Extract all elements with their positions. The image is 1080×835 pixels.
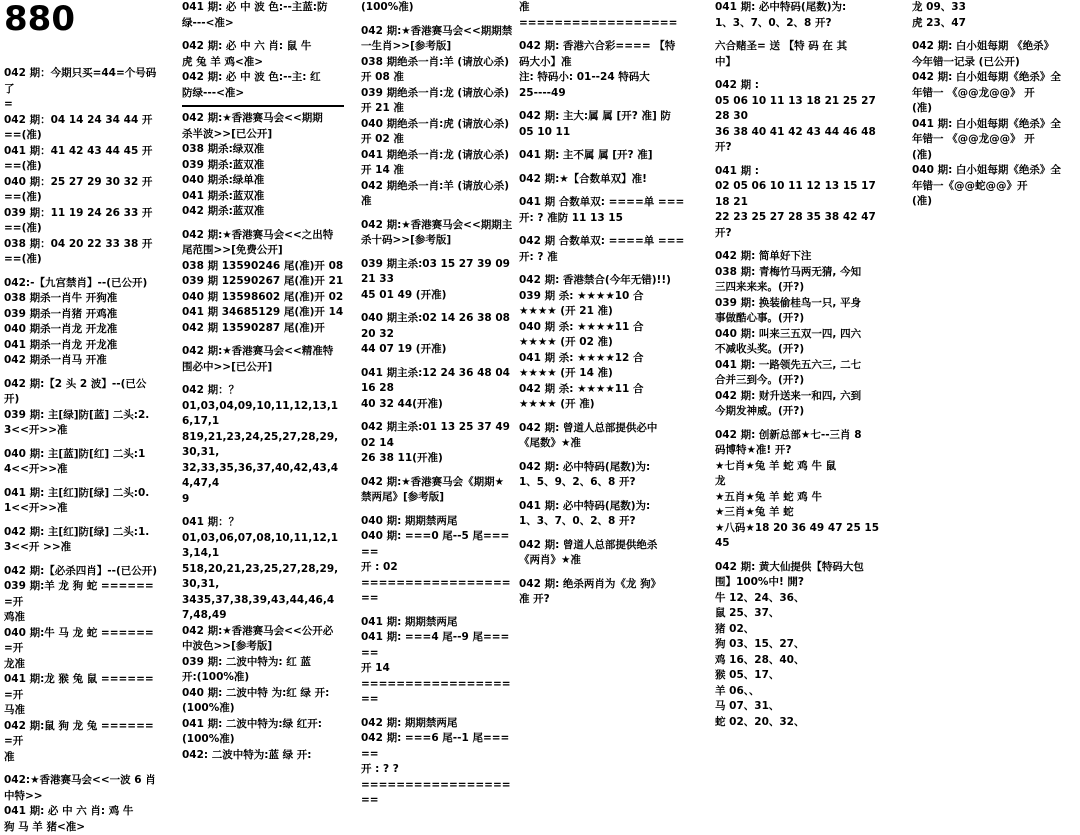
text-line: 杀半波>>[已公开]: [182, 127, 344, 143]
spacer: [519, 164, 689, 172]
text-line: 杀十码>>[参考版]: [361, 233, 516, 249]
text-line: 042 期 合数单双: ====单 ===: [519, 234, 689, 250]
spacer: [715, 156, 885, 164]
text-line: 042 期:★香港赛马会<<期期主: [361, 218, 516, 234]
text-line: 042 期:★【合数单双】准!: [519, 172, 689, 188]
text-line: 041 期主杀:12 24 36 48 04 16 28: [361, 366, 516, 397]
text-line: 040 期：25 27 29 30 32 开==(准): [4, 175, 160, 206]
text-line: 准: [4, 750, 160, 766]
spacer: [519, 491, 689, 499]
text-line: 45 01 49 (开准): [361, 288, 516, 304]
text-line: 01,03,04,09,10,11,12,13,16,17,1: [182, 399, 344, 430]
spacer: [182, 507, 344, 515]
text-line: 不减收头奖。(开?): [715, 342, 885, 358]
text-line: 猴 05、17、: [715, 668, 885, 684]
text-line: 042 期:鼠 狗 龙 兔 =======开: [4, 719, 160, 750]
text-line: 039 期杀:蓝双准: [182, 158, 344, 174]
text-line: 9: [182, 492, 344, 508]
spacer: [519, 265, 689, 273]
column-2-top-lines: [182, 0, 344, 101]
text-line: 六合赌圣= 送 【特 码 在 其: [715, 39, 885, 55]
text-line: 040 期 杀: ★★★★11 合: [519, 320, 689, 336]
text-line: 042 期 杀: ★★★★11 合: [519, 382, 689, 398]
text-line: 042 期：今期只买=44=个号码了: [4, 66, 160, 97]
text-line: 准: [519, 0, 689, 16]
text-line: 039 期: 主[绿]防[蓝] 二头:2.: [4, 408, 160, 424]
logo-880: 880: [4, 0, 160, 38]
spacer: [361, 412, 516, 420]
text-line: 狗 马 羊 猪<准>: [4, 820, 160, 835]
spacer: [715, 241, 885, 249]
text-line: 开 02 准: [361, 132, 516, 148]
divider: [182, 105, 344, 107]
text-line: 26 38 11(开准): [361, 451, 516, 467]
text-line: 038 期杀:绿双准: [182, 142, 344, 158]
text-line: 038 期 13590246 尾(准)开 08: [182, 259, 344, 275]
text-line: 042 期: 必中特码(尾数)为:: [519, 460, 689, 476]
text-line: 039 期主杀:03 15 27 39 09 21 33: [361, 257, 516, 288]
text-line: ★★★★ (开 21 准): [519, 304, 689, 320]
text-line: 042 期:★香港赛马会<<公开必: [182, 624, 344, 640]
text-line: 1、3、7、0、2、8 开?: [519, 514, 689, 530]
text-line: 518,20,21,23,25,27,28,29,30,31,: [182, 562, 344, 593]
text-line: (准): [912, 194, 1080, 210]
text-line: (准): [912, 101, 1080, 117]
text-line: 042 期：04 14 24 34 44 开==(准): [4, 113, 160, 144]
text-line: 819,21,23,24,25,27,28,29,30,31,: [182, 430, 344, 461]
spacer: [361, 708, 516, 716]
column-4: [715, 0, 885, 730]
text-line: 042 期: 主大:属 属 [开? 准] 防: [519, 109, 689, 125]
spacer: [4, 369, 160, 377]
text-line: ==================: [519, 16, 689, 32]
text-line: 041 期 杀: ★★★★12 合: [519, 351, 689, 367]
text-line: 码博特★准! 开?: [715, 443, 885, 459]
spacer: [182, 220, 344, 228]
spacer: [715, 31, 885, 39]
text-line: 马准: [4, 703, 160, 719]
spacer: [361, 210, 516, 218]
text-line: 040 期: 期期禁两尾: [361, 514, 516, 530]
text-line: 准 开?: [519, 592, 689, 608]
text-line: 041 期: 主不属 属 [开? 准]: [519, 148, 689, 164]
text-line: 042 期绝杀一肖:羊 (请放心杀): [361, 179, 516, 195]
text-line: ★★★★ (开 14 准): [519, 366, 689, 382]
text-line: 开: ? 准防 11 13 15: [519, 211, 689, 227]
column-1: [4, 0, 160, 835]
text-line: 041 期：？: [182, 515, 344, 531]
text-line: 038 期绝杀一肖:羊 (请放心杀): [361, 55, 516, 71]
spacer: [361, 467, 516, 475]
text-line: 042 期: 期期禁两尾: [361, 716, 516, 732]
text-line: 《两肖》★准: [519, 553, 689, 569]
text-line: 32,33,35,36,37,40,42,43,44,47,4: [182, 461, 344, 492]
text-line: 1、3、7、0、2、8 开?: [715, 16, 885, 32]
text-line: 041 期: 必中特码(尾数)为:: [519, 499, 689, 515]
text-line: 开:(100%准): [182, 670, 344, 686]
spacer: [519, 452, 689, 460]
text-line: 一生肖>>[参考版]: [361, 39, 516, 55]
text-line: 尾范围>>[免费公开]: [182, 243, 344, 259]
text-line: 龙 09、33: [912, 0, 1080, 16]
text-line: 039 期杀一肖猪 开鸡准: [4, 307, 160, 323]
text-line: 040 期:牛 马 龙 蛇 =======开: [4, 626, 160, 657]
text-line: 040 期绝杀一肖:虎 (请放心杀): [361, 117, 516, 133]
text-line: 围】100%中! 開?: [715, 575, 885, 591]
column-2: [182, 0, 344, 763]
spacer: [715, 70, 885, 78]
column-5-lines: [912, 0, 1080, 210]
spacer: [519, 530, 689, 538]
text-line: 马 07、31、: [715, 699, 885, 715]
text-line: 041 期: 主[红]防[绿] 二头:0.: [4, 486, 160, 502]
text-line: 中波色>>[参考版]: [182, 639, 344, 655]
spacer: [519, 101, 689, 109]
text-line: 042 期 13590287 尾(准)开: [182, 321, 344, 337]
text-line: 02 05 06 10 11 12 13 15 17 18 21: [715, 179, 885, 210]
text-line: 狗 03、15、27、: [715, 637, 885, 653]
text-line: 042 期: 创新总部★七--三肖 8: [715, 428, 885, 444]
text-line: 042 期: 财升送来一和四, 六到: [715, 389, 885, 405]
text-line: 041 期: 二波中特为:绿 红开:: [182, 717, 344, 733]
text-line: 36 38 40 41 42 43 44 46 48 开?: [715, 125, 885, 156]
spacer: [519, 413, 689, 421]
text-line: 042 期: 曾道人总部提供必中: [519, 421, 689, 437]
text-line: 44 07 19 (开准): [361, 342, 516, 358]
text-line: 1<<开>>准: [4, 501, 160, 517]
text-line: 042 期:【2 头 2 波】--(已公开): [4, 377, 160, 408]
text-line: 042 期:★香港赛马会<<期期禁: [361, 24, 516, 40]
text-line: 25----49: [519, 86, 689, 102]
spacer: [519, 140, 689, 148]
text-line: 鸡 16、28、40、: [715, 653, 885, 669]
spacer: [519, 31, 689, 39]
text-line: 042 期: 白小姐每期 《绝杀》: [912, 39, 1080, 55]
text-line: 开 : 02: [361, 560, 516, 576]
text-line: 绿---<准>: [182, 16, 344, 32]
text-line: 三四来来来。(开?): [715, 280, 885, 296]
text-line: 040 期: 白小姐每期《绝杀》全: [912, 163, 1080, 179]
text-line: 040 期主杀:02 14 26 38 08 20 32: [361, 311, 516, 342]
text-line: 3435,37,38,39,43,44,46,47,48,49: [182, 593, 344, 624]
text-line: 羊 06、、: [715, 684, 885, 700]
text-line: (准): [912, 148, 1080, 164]
text-line: 040 期: ===0 尾--5 尾=====: [361, 529, 516, 560]
text-line: 042 期:★香港赛马会<<之出特: [182, 228, 344, 244]
column-3-right-lines: [519, 0, 689, 608]
text-line: 40 32 44(开准): [361, 397, 516, 413]
text-line: ★★★★ (开 02 准): [519, 335, 689, 351]
text-line: 防绿---<准>: [182, 86, 344, 102]
text-line: 年错一 《@@龙@@》 开: [912, 132, 1080, 148]
text-line: 虎 23、47: [912, 16, 1080, 32]
column-3-left-lines: [361, 0, 516, 809]
text-line: 准: [361, 194, 516, 210]
spacer: [4, 478, 160, 486]
text-line: 3<<开 >>准: [4, 540, 160, 556]
text-line: 虎 兔 羊 鸡<准>: [182, 55, 344, 71]
text-line: 039 期：11 19 24 26 33 开==(准): [4, 206, 160, 237]
text-line: 042:★香港赛马会<<一波 6 肖: [4, 773, 160, 789]
text-line: ★七肖★兔 羊 蛇 鸡 牛 鼠: [715, 459, 885, 475]
text-line: 年错一 《@@龙@@》 开: [912, 86, 1080, 102]
text-line: ★三肖★兔 羊 蛇: [715, 505, 885, 521]
text-line: 龙准: [4, 657, 160, 673]
text-line: 蛇 02、20、32、: [715, 715, 885, 731]
text-line: 042 期杀一肖马 开准: [4, 353, 160, 369]
text-line: 042 期: 白小姐每期《绝杀》全: [912, 70, 1080, 86]
text-line: 开 21 准: [361, 101, 516, 117]
text-line: 039 期: 换装偷桂鸟一只, 平身: [715, 296, 885, 312]
text-line: 042 期杀:蓝双准: [182, 204, 344, 220]
text-line: 042 期: 绝杀两肖为《龙 狗》: [519, 577, 689, 593]
text-line: 038 期杀一肖牛 开狗准: [4, 291, 160, 307]
spacer: [361, 249, 516, 257]
text-line: 开 : ? ?: [361, 762, 516, 778]
text-line: 042 期: 简单好下注: [715, 249, 885, 265]
spacer: [912, 31, 1080, 39]
text-line: 042 期: 香港六合彩==== 【特: [519, 39, 689, 55]
spacer: [182, 31, 344, 39]
text-line: 042 期:★香港赛马会<<精准特: [182, 344, 344, 360]
text-line: 042 期: ===6 尾--1 尾=====: [361, 731, 516, 762]
text-line: 1、5、9、2、6、8 开?: [519, 475, 689, 491]
spacer: [4, 556, 160, 564]
text-line: 040 期: 主[蓝]防[红] 二头:1: [4, 447, 160, 463]
spacer: [4, 517, 160, 525]
text-line: 开 14 准: [361, 163, 516, 179]
text-line: 05 06 10 11 13 18 21 25 27 28 30: [715, 94, 885, 125]
text-line: 039 期绝杀一肖:龙 (请放心杀): [361, 86, 516, 102]
text-line: 040 期 13598602 尾(准)开 02: [182, 290, 344, 306]
text-line: 042 期：？: [182, 383, 344, 399]
spacer: [519, 226, 689, 234]
spacer: [361, 358, 516, 366]
text-line: (100%准): [361, 0, 516, 16]
spacer: [715, 420, 885, 428]
text-line: 今年错一记录 (已公开): [912, 55, 1080, 71]
text-line: 041 期杀一肖龙 开龙准: [4, 338, 160, 354]
text-line: 041 期: 必 中 六 肖: 鸡 牛: [4, 804, 160, 820]
text-line: 042 期: 必 中 六 肖: 鼠 牛: [182, 39, 344, 55]
text-line: 038 期：04 20 22 33 38 开==(准): [4, 237, 160, 268]
text-line: 3<<开>>准: [4, 423, 160, 439]
spacer: [519, 569, 689, 577]
text-line: =: [4, 97, 160, 113]
spacer: [4, 765, 160, 773]
text-line: 041 期：41 42 43 44 45 开==(准): [4, 144, 160, 175]
text-line: 042 期主杀:01 13 25 37 49 02 14: [361, 420, 516, 451]
text-line: 042 期: 黄大仙提供【特码大包: [715, 560, 885, 576]
text-line: 事做酷心事。(开?): [715, 311, 885, 327]
text-line: 040 期: 叫来三五双一四, 四六: [715, 327, 885, 343]
text-line: 041 期: 白小姐每期《绝杀》全: [912, 117, 1080, 133]
text-line: 042 期: 曾道人总部提供绝杀: [519, 538, 689, 554]
text-line: 注: 特码小: 01--24 特码大: [519, 70, 689, 86]
spacer: [182, 336, 344, 344]
spacer: [361, 506, 516, 514]
text-line: 041 期: 期期禁两尾: [361, 615, 516, 631]
text-line: 041 期绝杀一肖:龙 (请放心杀): [361, 148, 516, 164]
spacer: [715, 552, 885, 560]
text-line: (100%准): [182, 732, 344, 748]
column-5: [912, 0, 1080, 210]
text-line: 042 期 :: [715, 78, 885, 94]
text-line: 041 期 34685129 尾(准)开 14: [182, 305, 344, 321]
text-line: 龙: [715, 474, 885, 490]
text-line: 038 期: 青梅竹马两无猜, 今知: [715, 265, 885, 281]
text-line: ★五肖★兔 羊 蛇 鸡 牛: [715, 490, 885, 506]
text-line: 01,03,06,07,08,10,11,12,13,14,1: [182, 531, 344, 562]
text-line: 开 08 准: [361, 70, 516, 86]
text-line: 牛 12、24、36、: [715, 591, 885, 607]
text-line: (100%准): [182, 701, 344, 717]
text-line: 040 期杀一肖龙 开龙准: [4, 322, 160, 338]
column-2-mid-lines: [182, 111, 344, 763]
text-line: 中】: [715, 55, 885, 71]
text-line: 合并三到今。(开?): [715, 373, 885, 389]
text-line: 开: ? 准: [519, 250, 689, 266]
text-line: 041 期: 必中特码(尾数)为:: [715, 0, 885, 16]
spacer: [361, 16, 516, 24]
spacer: [4, 268, 160, 276]
text-line: 042 期:【必杀四肖】--(已公开): [4, 564, 160, 580]
text-line: 039 期:羊 龙 狗 蛇 =======开: [4, 579, 160, 610]
text-line: 042 期: 主[红]防[绿] 二头:1.: [4, 525, 160, 541]
text-line: 45: [715, 536, 885, 552]
text-line: 041 期杀:蓝双准: [182, 189, 344, 205]
text-line: 围必中>>[已公开]: [182, 360, 344, 376]
text-line: 今期发神威。(开?): [715, 404, 885, 420]
text-line: ★★★★ (开 准): [519, 397, 689, 413]
text-line: 码大小】准: [519, 55, 689, 71]
text-line: 039 期 杀: ★★★★10 合: [519, 289, 689, 305]
text-line: 042: 二波中特为:蓝 绿 开:: [182, 748, 344, 764]
text-line: 041 期 合数单双: ====单 ===: [519, 195, 689, 211]
text-line: 042 期:★香港赛马会<<期期: [182, 111, 344, 127]
spacer: [361, 607, 516, 615]
text-line: ★八码★18 20 36 49 47 25 15: [715, 521, 885, 537]
text-line: 042 期: 香港禁合(今年无错)!!): [519, 273, 689, 289]
text-line: 039 期 12590267 尾(准)开 21: [182, 274, 344, 290]
text-line: 042 期: 必 中 波 色:--主: 红: [182, 70, 344, 86]
text-line: 042:-【九宫禁肖】--(已公开): [4, 276, 160, 292]
text-line: ===================: [361, 778, 516, 809]
spacer: [182, 375, 344, 383]
column-1-lines: [4, 66, 160, 835]
spacer: [519, 187, 689, 195]
text-line: ===================: [361, 576, 516, 607]
text-line: 05 10 11: [519, 125, 689, 141]
text-line: 4<<开>>准: [4, 462, 160, 478]
text-line: 041 期:龙 猴 兔 鼠 =======开: [4, 672, 160, 703]
text-line: 041 期: 必 中 波 色:--主蓝:防: [182, 0, 344, 16]
text-line: 039 期: 二波中特为: 红 蓝: [182, 655, 344, 671]
text-line: 041 期 :: [715, 164, 885, 180]
text-line: 040 期杀:绿单准: [182, 173, 344, 189]
text-line: 22 23 25 27 28 35 38 42 47 开?: [715, 210, 885, 241]
text-line: 中特>>: [4, 789, 160, 805]
text-line: 041 期: ===4 尾--9 尾=====: [361, 630, 516, 661]
text-line: 040 期: 二波中特 为:红 绿 开:: [182, 686, 344, 702]
spacer: [361, 303, 516, 311]
text-line: 鸡准: [4, 610, 160, 626]
text-line: 《尾数》★准: [519, 436, 689, 452]
text-line: 禁两尾》[参考版]: [361, 490, 516, 506]
spacer: [4, 439, 160, 447]
text-line: 041 期: 一路领先五六三, 二七: [715, 358, 885, 374]
text-line: 猪 02、: [715, 622, 885, 638]
text-line: 042 期:★香港赛马会《期期★: [361, 475, 516, 491]
text-line: ===================: [361, 677, 516, 708]
text-line: 开 14: [361, 661, 516, 677]
column-4-lines: [715, 0, 885, 730]
text-line: 年错一《@@蛇@@》开: [912, 179, 1080, 195]
text-line: 鼠 25、37、: [715, 606, 885, 622]
